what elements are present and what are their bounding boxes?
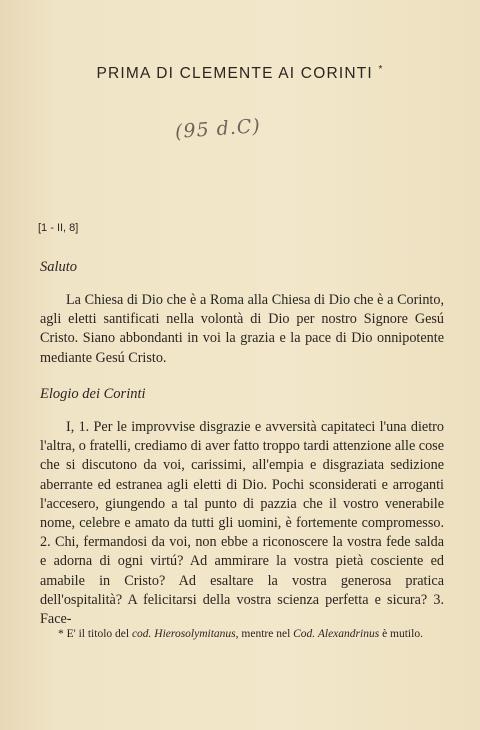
footnote — [40, 627, 444, 642]
footnote-text-before: E' il titolo del — [66, 628, 130, 640]
title-footnote-mark: * — [378, 64, 384, 75]
handwritten-date-note: (95 d.C) — [174, 115, 262, 143]
footnote-text-after: è mutilo. — [382, 628, 423, 640]
paragraph-elogio: I, 1. Per le improvvise disgrazie e avversità capitateci l'una dietro l'altra, o fratelli, crediamo di aver fatto troppo tardi attenzione alle cose che si discutono da voi, carissimi, all'empia e disgraziata sedizione aberrante ed estranea agli eletti di Dio. Pochi sconsiderati e arroganti l'accesero, giungendo a tal punto di pazzia che il vostro venerabile nome, celebre e amato da tutti gli uomini, è fortemente compromesso. 2. Chi, fermandosi da voi, non ebbe a riconoscere la vostra fede salda e adorna di ogni virtú? Ad ammirare la vostra pietà cosciente ed amabile in Cristo? Ad esaltare la vostra generosa pratica dell'ospitalità? A felicitarsi della vostra scienza perfetta e sicura? 3. Face- — [40, 419, 444, 628]
section-heading-saluto: Saluto — [40, 259, 78, 275]
footnote-codex-2: Cod. Alexandrinus — [293, 628, 380, 640]
section-reference: [1 - II, 8] — [38, 222, 79, 234]
paragraph-saluto: La Chiesa di Dio che è a Roma alla Chiesa di Dio che è a Corinto, agli eletti santificati nella volontà di Dio per nostro Signore Gesú Cristo. Siano abbondanti in voi la grazia e la pace di Dio onnipotente mediante Gesú Cristo. — [40, 292, 444, 366]
footnote-codex-1: cod. Hierosolymitanus — [131, 628, 236, 640]
page-title — [0, 64, 480, 83]
footnote-mark: * — [58, 628, 64, 640]
section-heading-elogio: Elogio dei Corinti — [40, 386, 146, 402]
title-text: PRIMA DI CLEMENTE AI CORINTI — [96, 65, 373, 83]
footnote-text-middle: , mentre nel — [235, 628, 291, 640]
